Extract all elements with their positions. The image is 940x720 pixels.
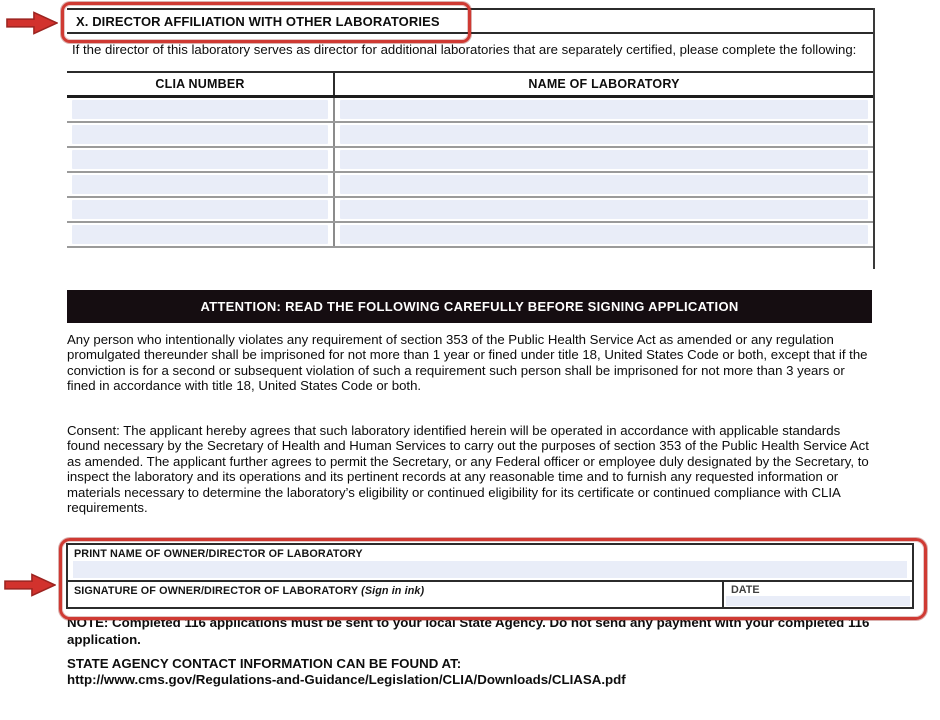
state-agency-url: http://www.cms.gov/Regulations-and-Guidance/Legislation/CLIA/Downloads/CLIASA.pdf xyxy=(67,672,626,687)
arrow-right-icon xyxy=(4,572,56,598)
state-agency-heading: STATE AGENCY CONTACT INFORMATION CAN BE FOUND AT: xyxy=(67,656,462,671)
signature-block xyxy=(66,543,914,609)
clia-number-field[interactable] xyxy=(72,100,328,119)
attention-banner: ATTENTION: READ THE FOLLOWING CAREFULLY BEFORE SIGNING APPLICATION xyxy=(67,290,872,323)
table-row xyxy=(67,198,873,223)
column-header-clia-number: CLIA NUMBER xyxy=(67,73,335,95)
signature-field[interactable] xyxy=(73,597,717,606)
clia-number-field[interactable] xyxy=(72,150,328,169)
print-name-label: PRINT NAME OF OWNER/DIRECTOR OF LABORATORY xyxy=(74,548,363,560)
section-x xyxy=(67,8,875,269)
print-name-row xyxy=(68,545,912,582)
signature-label: SIGNATURE OF OWNER/DIRECTOR OF LABORATORY (Sign in ink) xyxy=(74,585,425,597)
table-row xyxy=(67,98,873,123)
red-arrow-signature xyxy=(4,572,56,603)
laboratory-name-field[interactable] xyxy=(340,100,868,119)
laboratory-name-field[interactable] xyxy=(340,200,868,219)
consent-paragraph: Consent: The applicant hereby agrees that such laboratory identified herein will be operated in accordance with applicable standards found necessary by the Secretary of Health and Human Services to carry out the purposes of section 353 of the Public Health Service Act as amended. The applicant further agrees to permit the Secretary, or any Federal officer or employee duly designated by the Secretary, to inspect the laboratory and its operations and its pertinent records at any reasonable time and to furnish any requested information or materials necessary to determine the laboratory’s eligibility or continued eligibility for its certificate or continued compliance with CLIA requirements. xyxy=(67,423,869,516)
date-label: DATE xyxy=(731,584,760,596)
affiliation-table-header xyxy=(67,71,873,98)
print-name-field[interactable] xyxy=(73,561,907,578)
table-row xyxy=(67,148,873,173)
section-x-intro: If the director of this laboratory serves as director for additional laboratories that are separately certified, please complete the following: xyxy=(72,42,857,57)
signature-row xyxy=(68,582,912,607)
laboratory-name-field[interactable] xyxy=(340,175,868,194)
table-row xyxy=(67,123,873,148)
clia-number-field[interactable] xyxy=(72,225,328,244)
table-row xyxy=(67,223,873,248)
note-text: NOTE: Completed 116 applications must be sent to your local State Agency. Do not send any payment with your completed 116 application. xyxy=(67,615,870,647)
clia-number-field[interactable] xyxy=(72,175,328,194)
clia-number-field[interactable] xyxy=(72,125,328,144)
affiliation-table xyxy=(67,71,873,248)
laboratory-name-field[interactable] xyxy=(340,125,868,144)
column-header-name-of-laboratory: NAME OF LABORATORY xyxy=(528,77,680,91)
sign-in-ink-note: (Sign in ink) xyxy=(361,585,425,597)
red-arrow-section-x xyxy=(6,10,58,41)
clia-number-field[interactable] xyxy=(72,200,328,219)
arrow-right-icon xyxy=(6,10,58,36)
penalty-paragraph: Any person who intentionally violates any requirement of section 353 of the Public Health Service Act as amended or any regulation promulgated thereunder shall be imprisoned for not more than 1 year or fined under title 18, United States Code or both, except that if the conviction is for a second or subsequent violation of such a requirement such person shall be imprisoned for not more than 3 years or fined in accordance with title 18, United States Code or both. xyxy=(67,332,868,394)
date-cell xyxy=(722,582,912,607)
section-x-title: X. DIRECTOR AFFILIATION WITH OTHER LABORATORIES xyxy=(67,8,873,34)
laboratory-name-field[interactable] xyxy=(340,150,868,169)
table-row xyxy=(67,173,873,198)
date-field[interactable] xyxy=(726,596,910,606)
laboratory-name-field[interactable] xyxy=(340,225,868,244)
